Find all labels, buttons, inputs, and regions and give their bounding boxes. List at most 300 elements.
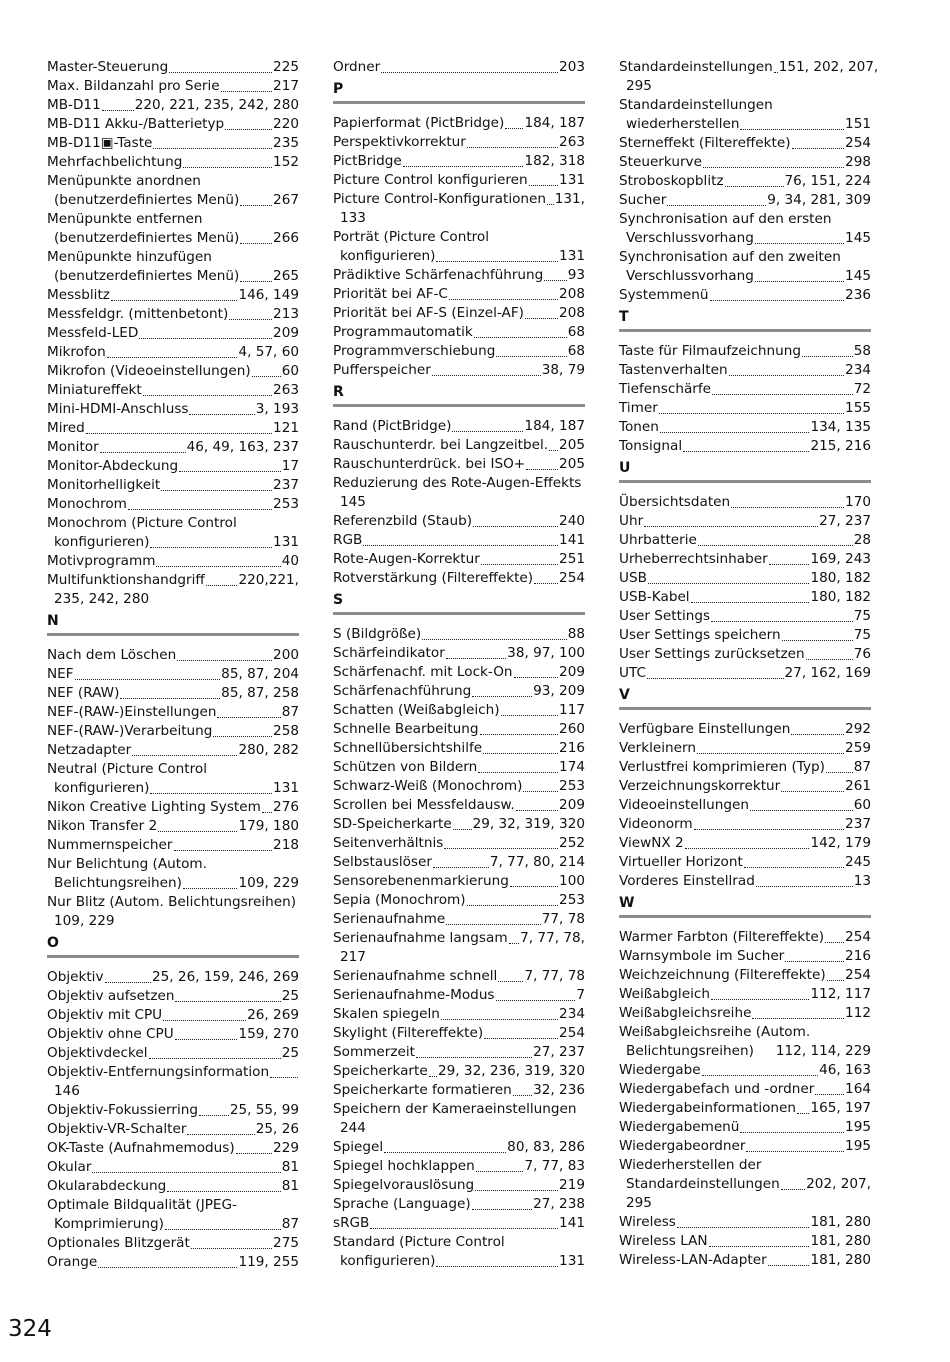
heading-letter: V [619, 687, 630, 703]
index-entry [333, 891, 585, 910]
page-references: 29, 32, 236, 319, 320 [437, 1063, 585, 1079]
index-entry-wrapped-pages [333, 948, 585, 967]
index-term: Sepia (Monochrom) [333, 892, 466, 908]
page-references: 72 [853, 381, 871, 397]
index-column-1 [47, 58, 299, 1272]
index-entry [47, 722, 299, 741]
index-entry [333, 171, 585, 190]
index-entry [619, 380, 871, 399]
index-term: Serienaufnahme schnell [333, 968, 498, 984]
dot-leader [236, 1153, 272, 1154]
page-references: 40 [281, 553, 299, 569]
dot-leader [467, 147, 558, 148]
index-entry [333, 682, 585, 701]
index-term: Belichtungsreihen) [626, 1043, 754, 1059]
index-entry [619, 588, 871, 607]
index-entry [619, 1251, 871, 1270]
index-term: Menüpunkte hinzufügen [47, 249, 212, 265]
index-entry-continuation [47, 191, 299, 210]
index-term: User Settings speichern [619, 627, 781, 643]
dot-leader [755, 281, 844, 282]
index-term: UTC [619, 665, 646, 681]
page-references: 184, 187 [524, 115, 585, 131]
index-entry [333, 58, 585, 77]
index-entry [47, 836, 299, 855]
index-term: Weichzeichnung (Filtereffekte) [619, 967, 826, 983]
dot-leader [183, 167, 272, 168]
index-entry [47, 96, 299, 115]
index-term: Serienaufnahme langsam [333, 930, 508, 946]
page-references: 87 [853, 759, 871, 775]
page-references: 292 [845, 721, 871, 737]
index-entry [47, 552, 299, 571]
page-references: 261 [845, 778, 871, 794]
dot-leader [403, 166, 524, 167]
index-term: Schützen von Bildern [333, 759, 478, 775]
index-entry [47, 987, 299, 1006]
index-entry [47, 855, 299, 874]
index-entry [47, 362, 299, 381]
page-references: 75 [853, 627, 871, 643]
index-term: Verkleinern [619, 740, 696, 756]
dot-leader [446, 658, 506, 659]
dot-leader [476, 1171, 524, 1172]
dot-leader [449, 299, 558, 300]
index-term: Sommerzeit [333, 1044, 415, 1060]
index-entry [619, 531, 871, 550]
page-references: 146, 149 [238, 287, 299, 303]
dot-leader [644, 526, 818, 527]
index-term: Papierformat (PictBridge) [333, 115, 505, 131]
dot-leader [153, 148, 272, 149]
index-entry-continuation [619, 229, 871, 248]
letter-heading [619, 459, 871, 483]
index-term: Verlustfrei komprimieren (Typ) [619, 759, 825, 775]
index-term: Weißabgleichsreihe [619, 1005, 752, 1021]
index-entry [619, 607, 871, 626]
index-term: Picture Control-Konfigurationen [333, 191, 547, 207]
page-references: 46, 49, 163, 237 [186, 439, 299, 455]
page-references: 134, 135 [810, 419, 871, 435]
dot-leader [86, 433, 272, 434]
page-references: 254 [559, 1025, 585, 1041]
page-references: 141 [559, 1215, 585, 1231]
index-entry [333, 720, 585, 739]
index-entry-continuation [47, 533, 299, 552]
index-entry [619, 96, 871, 115]
index-entry [47, 798, 299, 817]
index-term: Monitorhelligkeit [47, 477, 161, 493]
dot-leader [270, 1077, 298, 1078]
page-references: 152 [273, 154, 299, 170]
index-term: S (Bildgröße) [333, 626, 422, 642]
index-entry [333, 190, 585, 209]
index-entry [619, 758, 871, 777]
index-term: User Settings [619, 608, 711, 624]
index-entry-wrapped-pages [333, 493, 585, 512]
index-term: 235, 242, 280 [54, 591, 150, 607]
dot-leader [514, 677, 559, 678]
page-references: 68 [567, 343, 585, 359]
page-references: 220 [273, 116, 299, 132]
index-term: Uhr [619, 513, 644, 529]
page-references: 252 [559, 835, 585, 851]
index-term: SD-Speicherkarte [333, 816, 452, 832]
index-entry [619, 1213, 871, 1232]
page-references: 145 [845, 268, 871, 284]
index-term: konfigurieren) [340, 248, 436, 264]
page-references: 60 [853, 797, 871, 813]
index-entry-continuation [47, 779, 299, 798]
dot-leader [165, 1229, 281, 1230]
page-references: 85, 87, 258 [221, 685, 299, 701]
index-term: Standardeinstellungen [619, 97, 773, 113]
page-references: 27, 238 [533, 1196, 585, 1212]
dot-leader [473, 526, 558, 527]
index-term: (benutzerdefiniertes Menü) [54, 230, 240, 246]
dot-leader [416, 1057, 532, 1058]
index-term: Rotverstärkung (Filtereffekte) [333, 570, 534, 586]
index-entry-continuation [333, 247, 585, 266]
page-references: 181, 280 [810, 1233, 871, 1249]
index-entry [333, 152, 585, 171]
dot-leader [509, 943, 520, 944]
index-term: Verfügbare Einstellungen [619, 721, 791, 737]
dot-leader [729, 375, 844, 376]
page-references: 181, 280 [810, 1214, 871, 1230]
index-term: Miniatureffekt [47, 382, 142, 398]
page-references: 38, 79 [541, 362, 585, 378]
index-entry [619, 1099, 871, 1118]
index-term: Warmer Farbton (Filtereffekte) [619, 929, 825, 945]
index-term: Ordner [333, 59, 381, 75]
index-entry-wrapped-pages [619, 1194, 871, 1213]
dot-leader [791, 734, 844, 735]
page-references: 155 [845, 400, 871, 416]
page-references: 216 [559, 740, 585, 756]
index-term: Rote-Augen-Korrektur [333, 551, 480, 567]
dot-leader [102, 110, 134, 111]
dot-leader [526, 469, 558, 470]
index-entry [619, 210, 871, 229]
index-term: Übersichtsdaten [619, 494, 731, 510]
index-entry [47, 153, 299, 172]
index-term: Skylight (Filtereffekte) [333, 1025, 484, 1041]
index-term: Programmautomatik [333, 324, 473, 340]
index-term: Tiefenschärfe [619, 381, 712, 397]
index-entry [47, 381, 299, 400]
index-entry [333, 1043, 585, 1062]
page-references: 13 [853, 873, 871, 889]
index-entry [333, 531, 585, 550]
page-references: 7, 77, 78, [520, 930, 585, 946]
index-entry [47, 324, 299, 343]
dot-leader [229, 319, 272, 320]
index-term: Wiedergabe [619, 1062, 701, 1078]
index-term: NEF-(RAW-)Verarbeitung [47, 723, 213, 739]
page-references: 220,221, [238, 572, 299, 588]
dot-leader [206, 585, 238, 586]
index-term: Tonen [619, 419, 659, 435]
index-entry [619, 626, 871, 645]
dot-leader [484, 1038, 558, 1039]
dot-leader [529, 185, 558, 186]
index-entry [47, 1177, 299, 1196]
page-references: 87 [281, 704, 299, 720]
index-entry-wrapped-pages [47, 590, 299, 609]
index-entry [619, 153, 871, 172]
index-term: Schwarz-Weiß (Monochrom) [333, 778, 523, 794]
index-entry [333, 228, 585, 247]
dot-leader [156, 566, 280, 567]
page-references: 266 [273, 230, 299, 246]
page-references: 265 [273, 268, 299, 284]
index-term: 146 [54, 1083, 80, 1099]
index-term: Selbstauslöser [333, 854, 432, 870]
index-entry [619, 512, 871, 531]
dot-leader [710, 300, 845, 301]
index-term: Perspektivkorrektur [333, 134, 466, 150]
page-references: 254 [845, 929, 871, 945]
index-entry [47, 115, 299, 134]
index-term: Okularabdeckung [47, 1178, 167, 1194]
page-references: 195 [845, 1119, 871, 1135]
dot-leader [429, 1076, 437, 1077]
page-references: 253 [559, 778, 585, 794]
index-term: Synchronisation auf den ersten [619, 211, 832, 227]
index-term: Objektiv ohne CPU [47, 1026, 174, 1042]
index-term: Prädiktive Schärfenachführung [333, 267, 544, 283]
index-entry [619, 134, 871, 153]
dot-leader [498, 981, 523, 982]
page-references: 112, 117 [810, 986, 871, 1002]
page-references: 254 [845, 967, 871, 983]
index-entry [47, 893, 299, 912]
dot-leader [510, 886, 558, 887]
page-references: 229 [273, 1140, 299, 1156]
dot-leader [444, 848, 558, 849]
page-references: 218 [273, 837, 299, 853]
heading-rule [619, 915, 871, 918]
heading-rule [333, 612, 585, 615]
index-entry [619, 286, 871, 305]
index-entry [47, 684, 299, 703]
index-entry [333, 133, 585, 152]
index-entry [333, 967, 585, 986]
index-entry [47, 1101, 299, 1120]
dot-leader [174, 850, 273, 851]
index-term: Priorität bei AF-S (Einzel-AF) [333, 305, 524, 321]
index-entry [333, 1024, 585, 1043]
index-term: Wiedergabeordner [619, 1138, 746, 1154]
dot-leader [100, 452, 186, 453]
index-term: 295 [626, 78, 652, 94]
page-references: 17 [281, 458, 299, 474]
index-entry [47, 400, 299, 419]
index-term: Objektiv-Fokussierring [47, 1102, 199, 1118]
index-term: Skalen spiegeln [333, 1006, 440, 1022]
dot-leader [139, 338, 272, 339]
index-entry-continuation [47, 874, 299, 893]
dot-leader [75, 679, 221, 680]
dot-leader [802, 356, 853, 357]
index-term: Optimale Bildqualität (JPEG- [47, 1197, 237, 1213]
index-term: Standard (Picture Control [333, 1234, 505, 1250]
heading-letter: W [619, 895, 635, 911]
index-entry-wrapped-pages [333, 209, 585, 228]
dot-leader [98, 1267, 237, 1268]
page-references: 119, 255 [238, 1254, 299, 1270]
page-references: 27, 237 [533, 1044, 585, 1060]
dot-leader [120, 698, 220, 699]
index-entry [333, 114, 585, 133]
index-term: Okular [47, 1159, 92, 1175]
index-term: 295 [626, 1195, 652, 1211]
page-references: 184, 187 [524, 418, 585, 434]
index-entry [47, 514, 299, 533]
index-term: 145 [340, 494, 366, 510]
dot-leader [433, 867, 489, 868]
index-term: Schnelle Bearbeitung [333, 721, 479, 737]
page-references: 216 [845, 948, 871, 964]
dot-leader [648, 583, 810, 584]
index-entry-continuation [619, 1042, 871, 1061]
index-term: Scrollen bei Messfeldausw. [333, 797, 515, 813]
page-references: 240 [559, 513, 585, 529]
index-term: MB-D11▣-Taste [47, 135, 153, 151]
index-term: Objektiv aufsetzen [47, 988, 175, 1004]
page-references: 81 [281, 1159, 299, 1175]
index-term: Porträt (Picture Control [333, 229, 490, 245]
page-references: 131, [554, 191, 585, 207]
index-term: konfigurieren) [54, 780, 150, 796]
letter-heading [333, 383, 585, 407]
dot-leader [474, 337, 567, 338]
index-term: Steuerkurve [619, 154, 702, 170]
dot-leader [703, 167, 844, 168]
dot-leader [549, 450, 558, 451]
index-term: Wiederherstellen der [619, 1157, 762, 1173]
index-entry [333, 417, 585, 436]
dot-leader [453, 829, 472, 830]
page-references: 4, 57, 60 [238, 344, 299, 360]
index-term: Sterneffekt (Filtereffekte) [619, 135, 791, 151]
index-term: Priorität bei AF-C [333, 286, 448, 302]
dot-leader [240, 281, 272, 282]
dot-leader [709, 1246, 810, 1247]
index-entry [47, 703, 299, 722]
dot-leader [702, 1075, 819, 1076]
index-term: Reduzierung des Rote-Augen-Effekts [333, 475, 582, 491]
page-references: 237 [845, 816, 871, 832]
index-entry [47, 1025, 299, 1044]
page-references: 180, 182 [810, 570, 871, 586]
index-term: Virtueller Horizont [619, 854, 743, 870]
page-references: 234 [559, 1006, 585, 1022]
dot-leader [547, 204, 554, 205]
index-entry [47, 1196, 299, 1215]
dot-leader [496, 356, 566, 357]
index-entry [47, 419, 299, 438]
index-term: Messfeld-LED [47, 325, 139, 341]
dot-leader [752, 1018, 844, 1019]
index-entry [333, 739, 585, 758]
index-entry [47, 248, 299, 267]
page-references: 112, 114, 229 [775, 1043, 871, 1059]
page-references: 275 [273, 1235, 299, 1251]
dot-leader [774, 72, 778, 73]
index-term: Standardeinstellungen [626, 1176, 780, 1192]
index-term: (benutzerdefiniertes Menü) [54, 268, 240, 284]
letter-heading [47, 934, 299, 958]
index-term: Pufferspeicher [333, 362, 431, 378]
page-references: 267 [273, 192, 299, 208]
index-term: Timer [619, 400, 658, 416]
dot-leader [363, 545, 558, 546]
page-references: 195 [845, 1138, 871, 1154]
index-entry [333, 1100, 585, 1119]
dot-leader [685, 848, 810, 849]
index-term: OK-Taste (Aufnahmemodus) [47, 1140, 235, 1156]
index-entry [47, 1120, 299, 1139]
page-references: 131 [559, 1253, 585, 1269]
dot-leader [472, 696, 532, 697]
letter-heading [619, 308, 871, 332]
page-references: 219 [559, 1177, 585, 1193]
index-term: Verschlussvorhang [626, 268, 754, 284]
dot-leader [107, 357, 238, 358]
index-term: Messblitz [47, 287, 110, 303]
dot-leader [475, 1190, 558, 1191]
dot-leader [472, 1209, 532, 1210]
page-references: 253 [559, 892, 585, 908]
dot-leader [712, 394, 853, 395]
index-entry [619, 664, 871, 683]
index-entry [619, 248, 871, 267]
index-term: Mini-HDMI-Anschluss [47, 401, 189, 417]
index-entry [619, 796, 871, 815]
dot-leader [746, 1151, 844, 1152]
page-references: 112 [845, 1005, 871, 1021]
index-term: Menüpunkte anordnen [47, 173, 201, 189]
index-term: Speicherkarte formatieren [333, 1082, 512, 1098]
index-entry-wrapped-pages [47, 912, 299, 931]
dot-leader [768, 1265, 810, 1266]
dot-leader [199, 1115, 229, 1116]
index-term: MB-D11 [47, 97, 101, 113]
dot-leader [711, 621, 853, 622]
index-entry [47, 134, 299, 153]
page-references: 263 [273, 382, 299, 398]
index-term: Monochrom (Picture Control [47, 515, 237, 531]
dot-leader [513, 1095, 532, 1096]
page-references: 142, 179 [810, 835, 871, 851]
index-term: Objektivdeckel [47, 1045, 148, 1061]
page-references: 259 [845, 740, 871, 756]
page-references: 25 [281, 1045, 299, 1061]
dot-leader [452, 431, 523, 432]
page-references: 181, 280 [810, 1252, 871, 1268]
dot-leader [187, 1134, 254, 1135]
index-entry [619, 342, 871, 361]
page-references: 7, 77, 80, 214 [489, 854, 585, 870]
page-references: 93 [567, 267, 585, 283]
index-term: Serienaufnahme-Modus [333, 987, 495, 1003]
index-term: Wiedergabeinformationen [619, 1100, 797, 1116]
index-entry [619, 569, 871, 588]
index-term: 244 [340, 1120, 366, 1136]
index-term: Mired [47, 420, 85, 436]
